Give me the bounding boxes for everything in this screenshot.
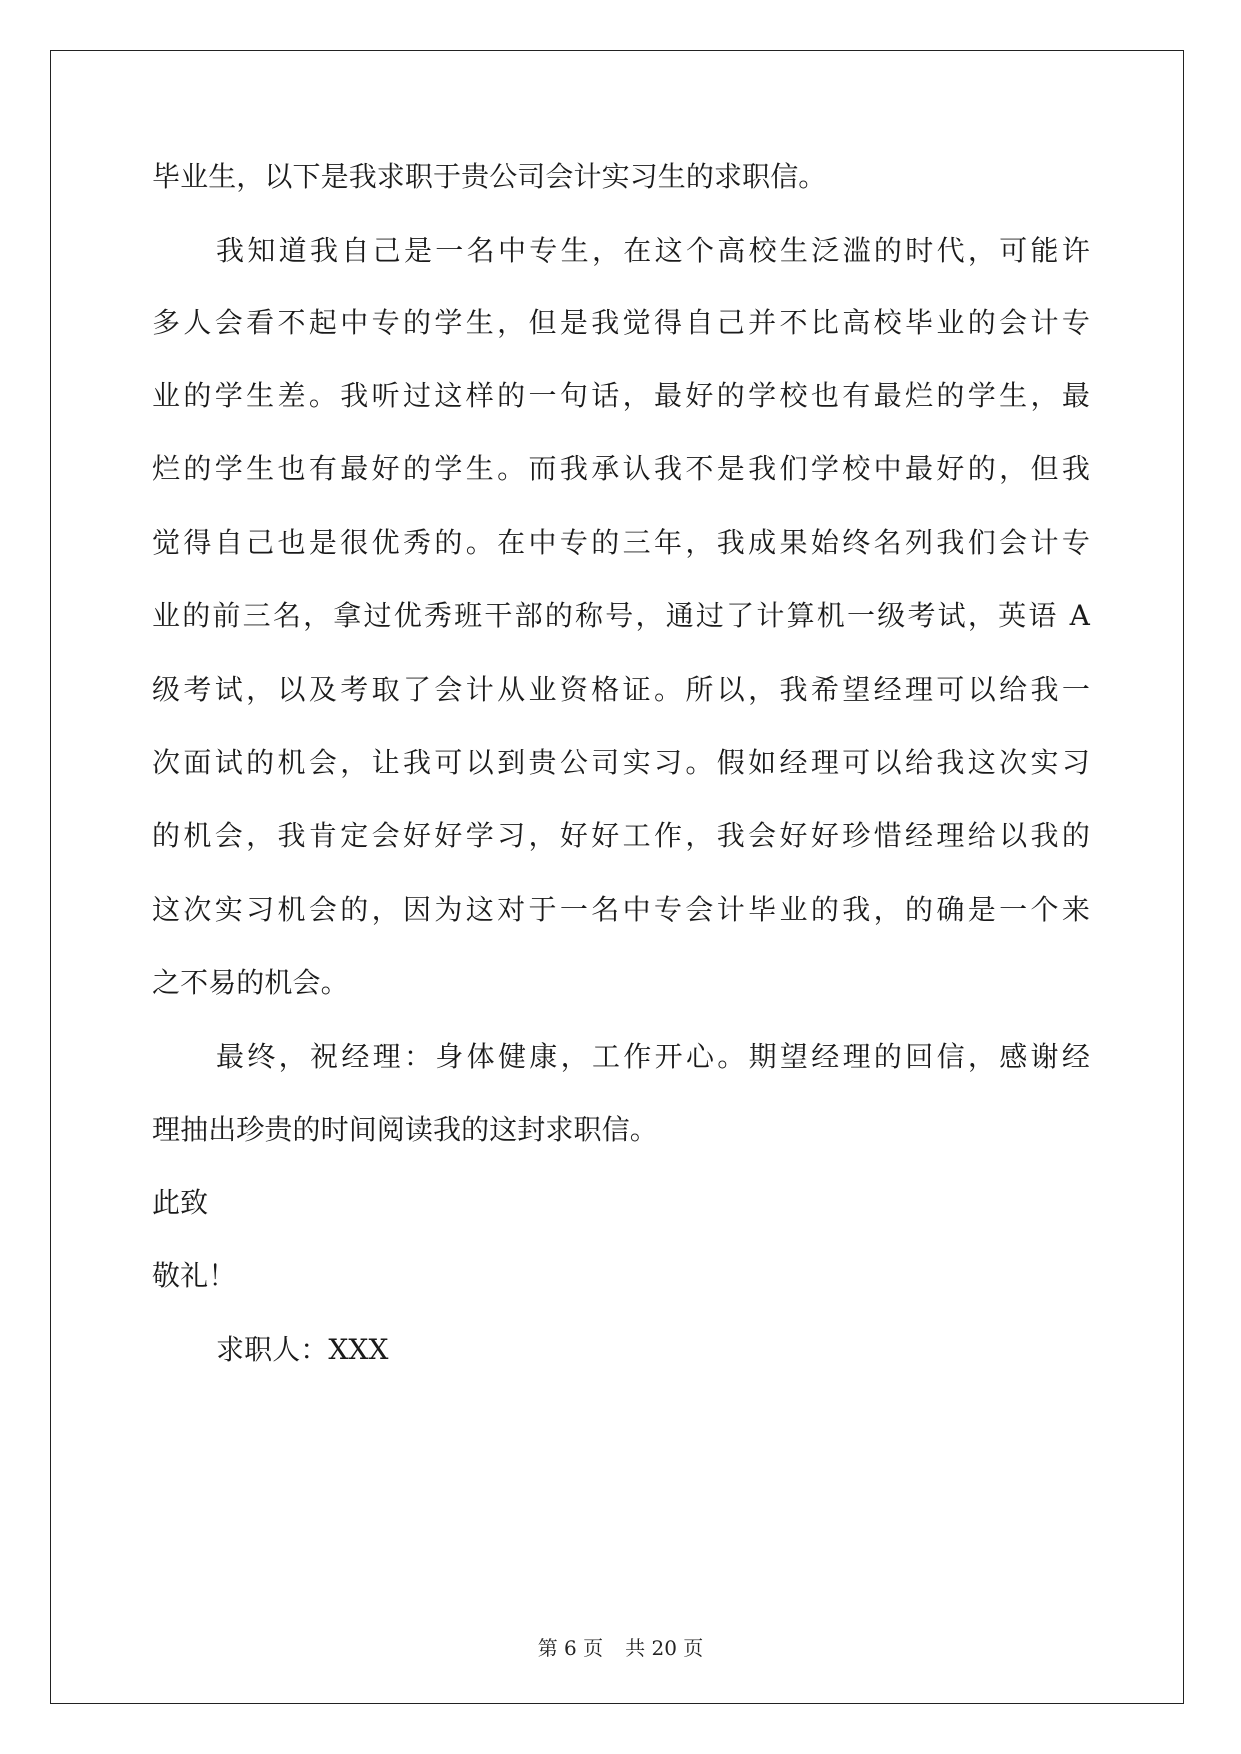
salutation-line: 敬礼！ (152, 1259, 237, 1292)
body-line: 级考试，以及考取了会计从业资格证。所以，我希望经理可以给我一 (152, 673, 1090, 706)
closing-line: 此致 (152, 1186, 209, 1219)
signature-line: 求职人：XXX (216, 1333, 389, 1366)
body-line: 次面试的机会，让我可以到贵公司实习。假如经理可以给我这次实习 (152, 746, 1090, 779)
page-total: 共 20 页 (625, 1636, 704, 1660)
body-line: 觉得自己也是很优秀的。在中专的三年，我成果始终名列我们会计专 (152, 526, 1090, 559)
body-line: 理抽出珍贵的时间阅读我的这封求职信。 (152, 1113, 658, 1146)
body-line: 我知道我自己是一名中专生，在这个高校生泛滥的时代，可能许 (216, 234, 1090, 267)
body-line: 多人会看不起中专的学生，但是我觉得自己并不比高校毕业的会计专 (152, 306, 1090, 339)
body-line: 最终，祝经理：身体健康，工作开心。期望经理的回信，感谢经 (216, 1040, 1090, 1073)
body-line: 毕业生，以下是我求职于贵公司会计实习生的求职信。 (152, 160, 827, 193)
body-line: 业的学生差。我听过这样的一句话，最好的学校也有最烂的学生，最 (152, 379, 1090, 412)
body-line: 业的前三名，拿过优秀班干部的称号，通过了计算机一级考试，英语 A (152, 599, 1090, 632)
body-line: 烂的学生也有最好的学生。而我承认我不是我们学校中最好的，但我 (152, 452, 1090, 485)
page-footer (0, 1636, 1241, 1660)
body-line: 这次实习机会的，因为这对于一名中专会计毕业的我，的确是一个来 (152, 893, 1090, 926)
page-number: 第 6 页 (537, 1636, 604, 1660)
body-line: 之不易的机会。 (152, 966, 349, 999)
body-line: 的机会，我肯定会好好学习，好好工作，我会好好珍惜经理给以我的 (152, 819, 1090, 852)
page-border (50, 50, 1184, 1704)
